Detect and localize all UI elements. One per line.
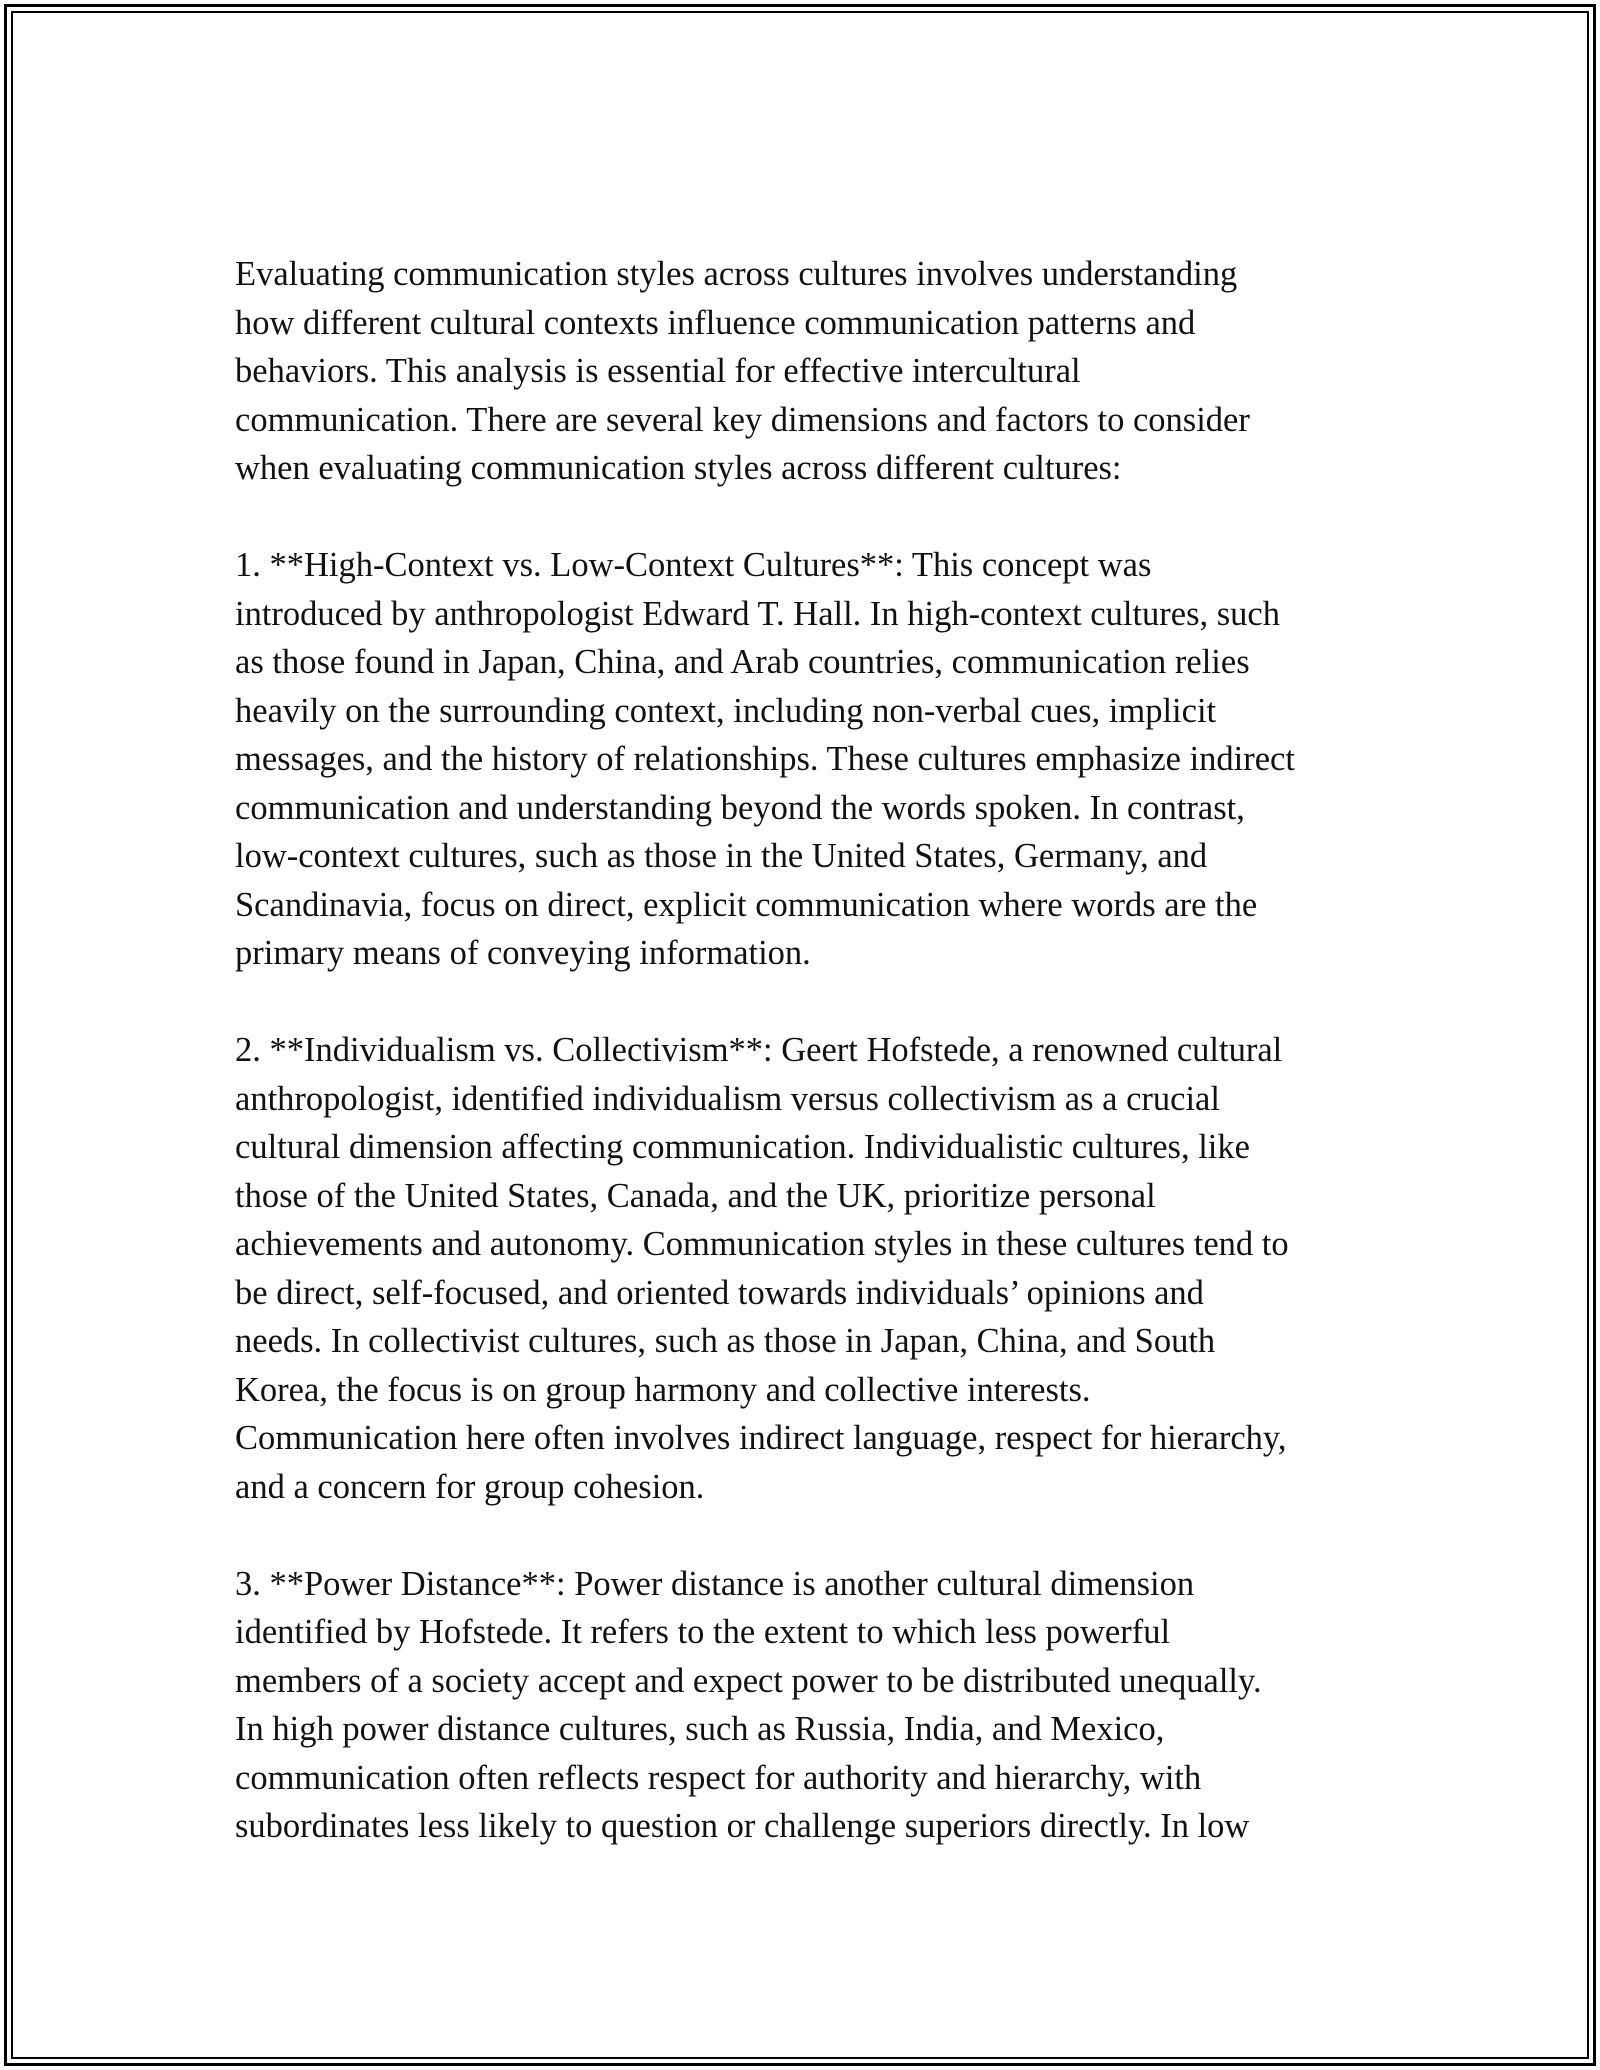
text-line: In high power distance cultures, such as Russia, India, and Mexico, <box>235 1710 1165 1748</box>
text-line: low-context cultures, such as those in the United States, Germany, and <box>235 837 1208 875</box>
document-body <box>235 250 1365 1899</box>
text-line: those of the United States, Canada, and the UK, prioritize personal <box>235 1176 1156 1215</box>
text-line: cultural dimension affecting communication. Individualistic cultures, like <box>235 1128 1250 1166</box>
text-line: anthropologist, identified individualism versus collectivism as a crucial <box>235 1079 1220 1118</box>
text-line: introduced by anthropologist Edward T. Hall. In high-context cultures, such <box>235 594 1280 633</box>
text-line: 2. **Individualism vs. Collectivism**: Geert Hofstede, a renowned cultural <box>235 1031 1283 1069</box>
paragraph-high-low-context <box>235 541 1365 978</box>
text-line: members of a society accept and expect power to be distributed unequally. <box>235 1661 1262 1700</box>
text-line: and a concern for group cohesion. <box>235 1467 705 1506</box>
text-line: heavily on the surrounding context, including non-verbal cues, implicit <box>235 691 1217 730</box>
text-line: 3. **Power Distance**: Power distance is another cultural dimension <box>235 1564 1195 1603</box>
text-line: Scandinavia, focus on direct, explicit communication where words are the <box>235 885 1258 924</box>
text-line: how different cultural contexts influence communication patterns and <box>235 303 1196 342</box>
text-line: communication. There are several key dimensions and factors to consider <box>235 400 1250 439</box>
text-line: messages, and the history of relationships. These cultures emphasize indirect <box>235 740 1295 778</box>
paragraph-power-distance <box>235 1560 1365 1851</box>
text-line: primary means of conveying information. <box>235 934 811 972</box>
text-line: identified by Hofstede. It refers to the extent to which less powerful <box>235 1613 1171 1651</box>
text-line: 1. **High-Context vs. Low-Context Cultures**: This concept was <box>235 546 1152 584</box>
text-line: communication often reflects respect for authority and hierarchy, with <box>235 1758 1202 1797</box>
paragraph-individualism-collectivism <box>235 1026 1365 1511</box>
text-line: be direct, self-focused, and oriented towards individuals’ opinions and <box>235 1273 1204 1312</box>
text-line: Communication here often involves indirect language, respect for hierarchy, <box>235 1419 1287 1457</box>
text-line: achievements and autonomy. Communication styles in these cultures tend to <box>235 1225 1289 1263</box>
paragraph-intro <box>235 250 1365 493</box>
text-line: Korea, the focus is on group harmony and collective interests. <box>235 1370 1091 1409</box>
text-line: Evaluating communication styles across cultures involves understanding <box>235 255 1238 293</box>
text-line: communication and understanding beyond the words spoken. In contrast, <box>235 788 1245 827</box>
text-line: when evaluating communication styles across different cultures: <box>235 449 1122 487</box>
text-line: behaviors. This analysis is essential for effective intercultural <box>235 352 1081 390</box>
text-line: as those found in Japan, China, and Arab countries, communication relies <box>235 643 1250 681</box>
text-line: subordinates less likely to question or challenge superiors directly. In low <box>235 1807 1250 1845</box>
text-line: needs. In collectivist cultures, such as those in Japan, China, and South <box>235 1322 1216 1360</box>
